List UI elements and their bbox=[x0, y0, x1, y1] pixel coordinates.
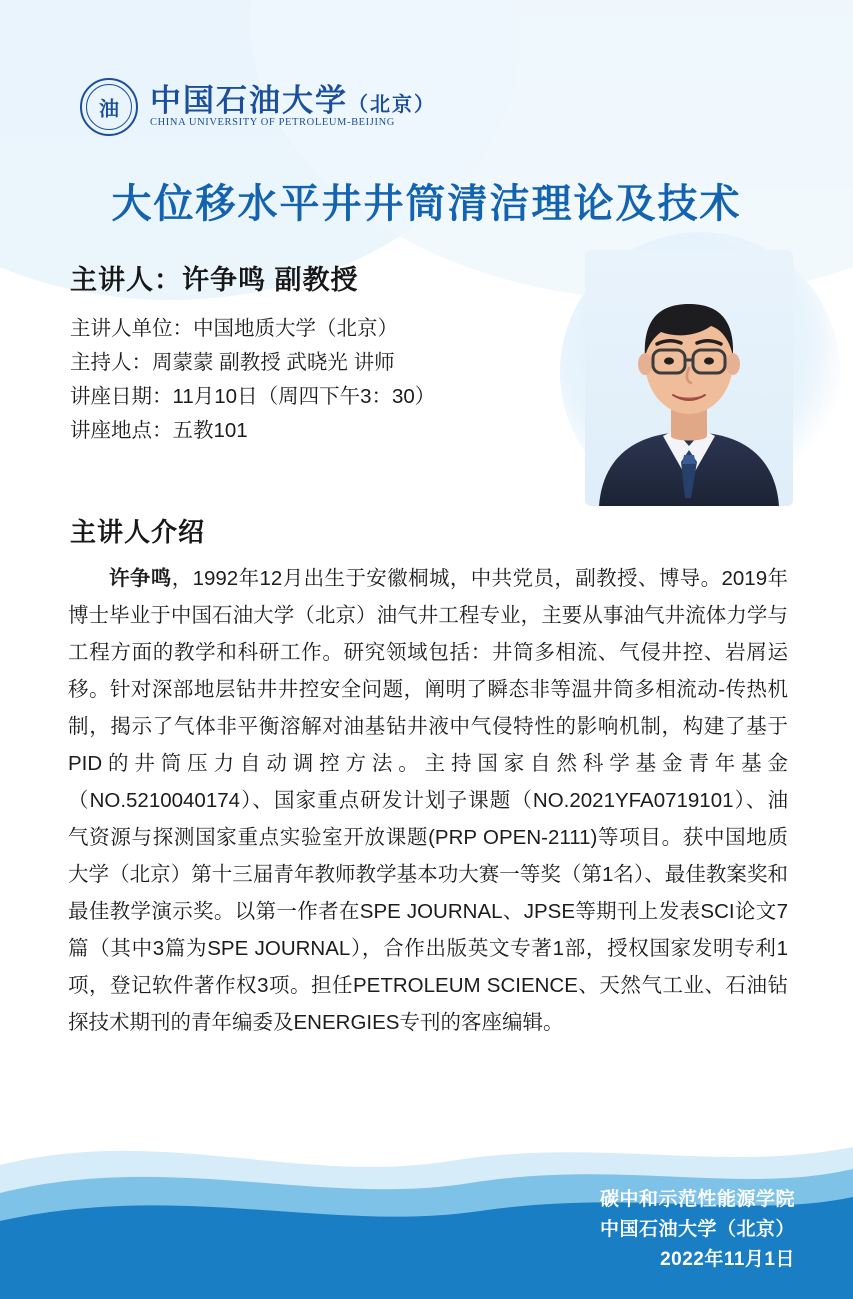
footer-line-university: 中国石油大学（北京） bbox=[599, 1219, 795, 1240]
university-logo-text bbox=[150, 85, 436, 129]
university-name-cn-paren: （北京） bbox=[348, 94, 436, 117]
footer-line-organizer: 碳中和示范性能源学院 bbox=[599, 1189, 795, 1210]
intro-body-text: ，1992年12月出生于安徽桐城，中共党员，副教授、博导。2019年博士毕业于中国石油大学（北京）油气井工程专业，主要从事油气井流体力学与工程方面的教学和科研工作。研究领域包括：井筒多相流、气侵井控、岩屑运移。针对深部地层钻井井控安全问题，阐明了瞬态非等温井筒多相流动-传热机制，揭示了气体非平衡溶解对油基钻井液中气侵特性的影响机制，构建了基于PID的井筒压力自动调控方法。主持国家自然科学基金青年基金（NO.5210040174）、国家重点研发计划子课题（NO.2021YFA0719101）、油气资源与探测国家重点实验室开放课题(PRP OPEN-2111)等项目。获中国地质大学（北京）第十三届青年教师教学基本功大赛一等奖（第1名）、最佳教案奖和最佳教学演示奖。以第一作者在SPE JOURNAL、JPSE等期刊上发表SCI论文7篇（其中3篇为SPE JOURNAL），合作出版英文专著1部，授权国家发明专利1项，登记软件著作权3项。担任PETROLEUM SCIENCE、天然气工业、石油钻探技术期刊的青年编委及ENERGIES专刊的客座编辑。 bbox=[68, 567, 789, 1034]
speaker-name-line: 主讲人：许争鸣 副教授 bbox=[70, 265, 359, 295]
university-logo bbox=[80, 78, 436, 136]
speaker-affiliation: 主讲人单位：中国地质大学（北京） bbox=[70, 317, 398, 340]
seal-glyph: 油 bbox=[99, 98, 119, 121]
university-seal-icon bbox=[80, 78, 138, 136]
footer-line-date: 2022年11月1日 bbox=[660, 1249, 795, 1270]
lecture-date: 讲座日期：11月10日（周四下午3：30） bbox=[70, 385, 436, 408]
intro-body bbox=[68, 560, 788, 1041]
page-title: 大位移水平井井筒清洁理论及技术 bbox=[111, 181, 742, 227]
intro-heading: 主讲人介绍 bbox=[70, 517, 206, 547]
university-name-en: CHINA UNIVERSITY OF PETROLEUM-BEIJING bbox=[150, 117, 395, 129]
lecture-info-block bbox=[70, 312, 540, 448]
university-name-cn: 中国石油大学（北京） bbox=[150, 83, 436, 119]
lecture-venue: 讲座地点：五教101 bbox=[70, 419, 248, 442]
footer-text bbox=[600, 1185, 795, 1275]
speaker-portrait bbox=[585, 250, 793, 506]
intro-lead-name: 许争鸣 bbox=[109, 567, 172, 590]
lecture-host: 主持人：周蒙蒙 副教授 武晓光 讲师 bbox=[70, 351, 395, 374]
